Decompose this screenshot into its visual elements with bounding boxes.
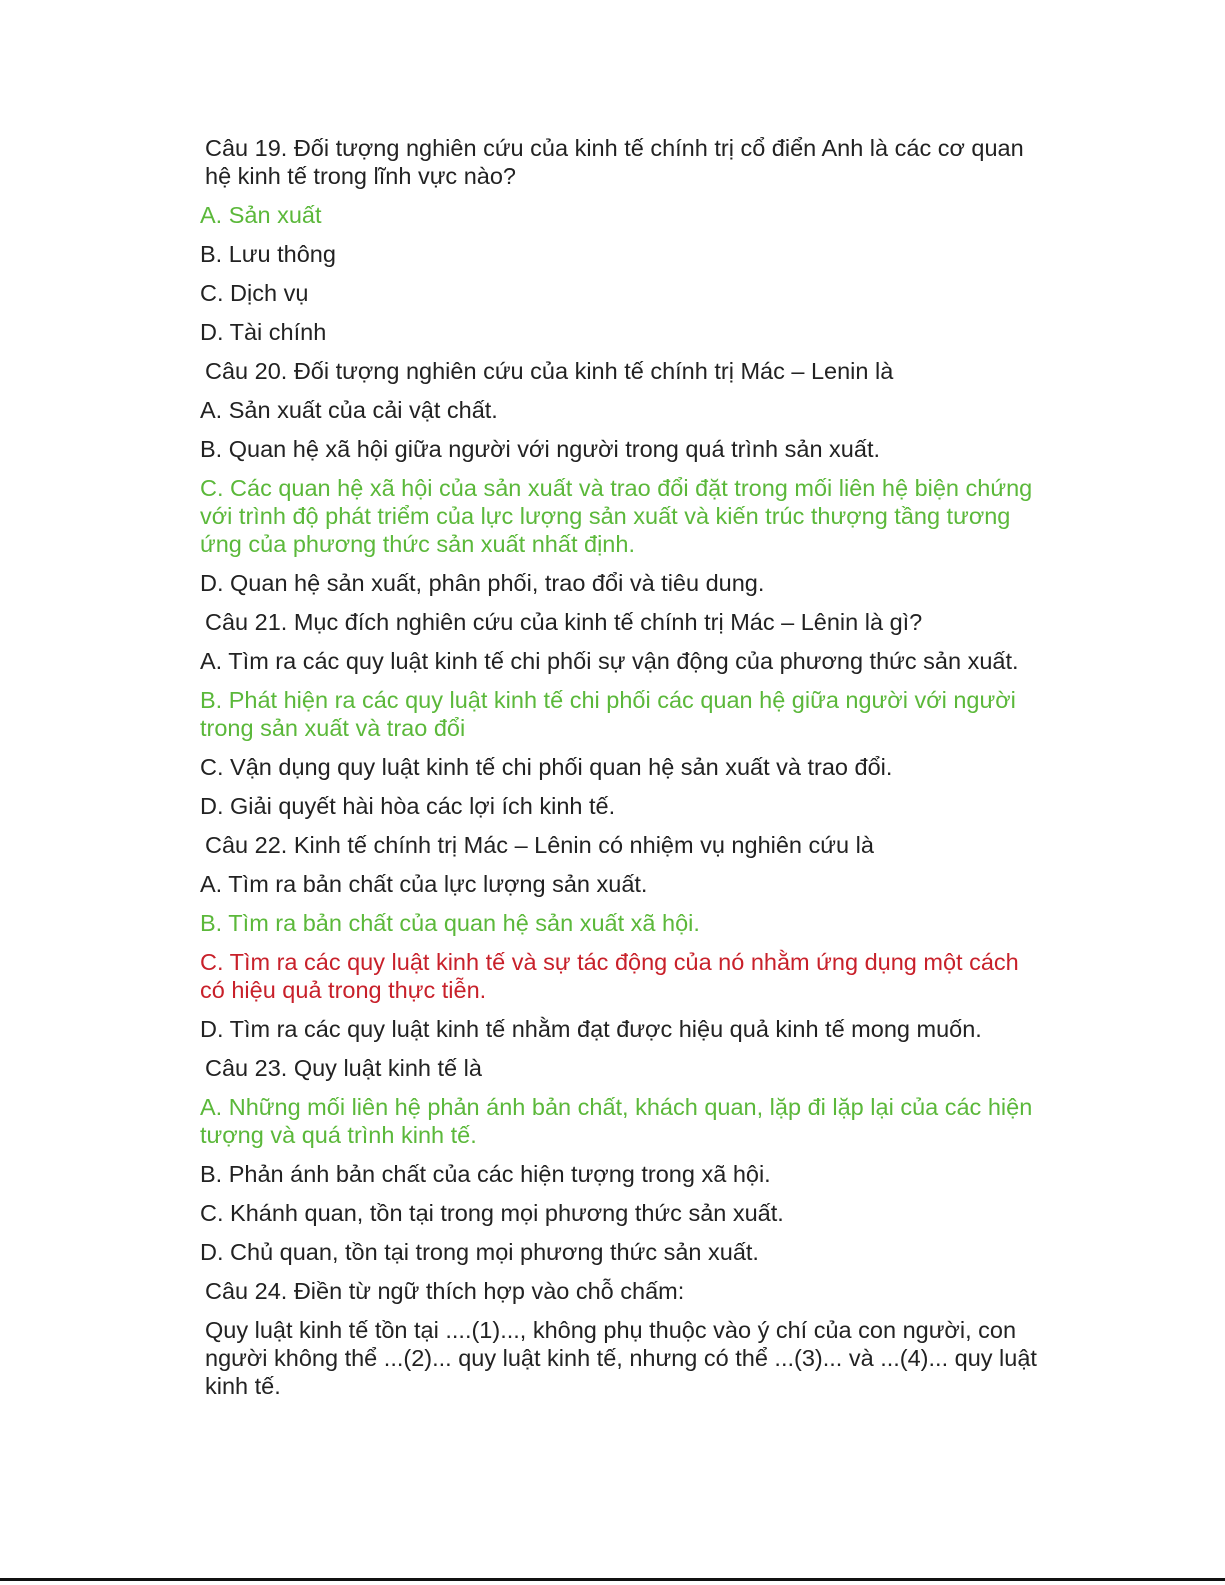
answer-option: A. Sản xuất của cải vật chất. [200, 397, 498, 423]
answer-option: A. Tìm ra bản chất của lực lượng sản xuất. [200, 871, 648, 897]
answer-option: B. Phát hiện ra các quy luật kinh tế chi phối các quan hệ giữa người với người trong sản xuất và trao đổi [200, 687, 1016, 741]
answer-option: A. Những mối liên hệ phản ánh bản chất, khách quan, lặp đi lặp lại của các hiện tượng và quá trình kinh tế. [200, 1094, 1033, 1148]
answer-option: B. Quan hệ xã hội giữa người với người trong quá trình sản xuất. [200, 436, 880, 462]
answer-option: D. Tài chính [200, 319, 327, 345]
answer-option: C. Vận dụng quy luật kinh tế chi phối quan hệ sản xuất và trao đổi. [200, 754, 893, 780]
answer-option: C. Khánh quan, tồn tại trong mọi phương thức sản xuất. [200, 1200, 784, 1226]
question-text: Quy luật kinh tế tồn tại ....(1)..., không phụ thuộc vào ý chí của con người, con người không thể ...(2)... quy luật kinh tế, nhưng có thể ...(3)... và ...(4)... quy luật kinh tế. [205, 1317, 1037, 1399]
question-text: Câu 23. Quy luật kinh tế là [205, 1055, 482, 1081]
answer-option: D. Chủ quan, tồn tại trong mọi phương thức sản xuất. [200, 1239, 759, 1265]
answer-option: D. Quan hệ sản xuất, phân phối, trao đổi và tiêu dung. [200, 570, 765, 596]
answer-option: A. Tìm ra các quy luật kinh tế chi phối sự vận động của phương thức sản xuất. [200, 648, 1019, 674]
answer-option: C. Tìm ra các quy luật kinh tế và sự tác động của nó nhằm ứng dụng một cách có hiệu quả trong thực tiễn. [200, 949, 1019, 1003]
answer-option: C. Các quan hệ xã hội của sản xuất và trao đổi đặt trong mối liên hệ biện chứng với trình độ phát triểm của lực lượng sản xuất và kiến trúc thượng tầng tương ứng của phương thức sản xuất nhất định. [200, 475, 1033, 557]
answer-option: B. Phản ánh bản chất của các hiện tượng trong xã hội. [200, 1161, 771, 1187]
question-text: Câu 24. Điền từ ngữ thích hợp vào chỗ chấm: [205, 1278, 685, 1304]
answer-option: A. Sản xuất [200, 202, 322, 228]
quiz-content [200, 134, 1050, 1400]
page-bottom-rule [0, 1578, 1225, 1581]
answer-option: B. Tìm ra bản chất của quan hệ sản xuất xã hội. [200, 910, 700, 936]
question-text: Câu 21. Mục đích nghiên cứu của kinh tế chính trị Mác – Lênin là gì? [205, 609, 923, 635]
answer-option: B. Lưu thông [200, 241, 336, 267]
answer-option: D. Tìm ra các quy luật kinh tế nhằm đạt được hiệu quả kinh tế mong muốn. [200, 1016, 982, 1042]
answer-option: D. Giải quyết hài hòa các lợi ích kinh tế. [200, 793, 616, 819]
question-text: Câu 19. Đối tượng nghiên cứu của kinh tế chính trị cổ điển Anh là các cơ quan hệ kinh tế trong lĩnh vực nào? [205, 135, 1024, 189]
answer-option: C. Dịch vụ [200, 280, 309, 306]
question-text: Câu 22. Kinh tế chính trị Mác – Lênin có nhiệm vụ nghiên cứu là [205, 832, 874, 858]
question-text: Câu 20. Đối tượng nghiên cứu của kinh tế chính trị Mác – Lenin là [205, 358, 894, 384]
